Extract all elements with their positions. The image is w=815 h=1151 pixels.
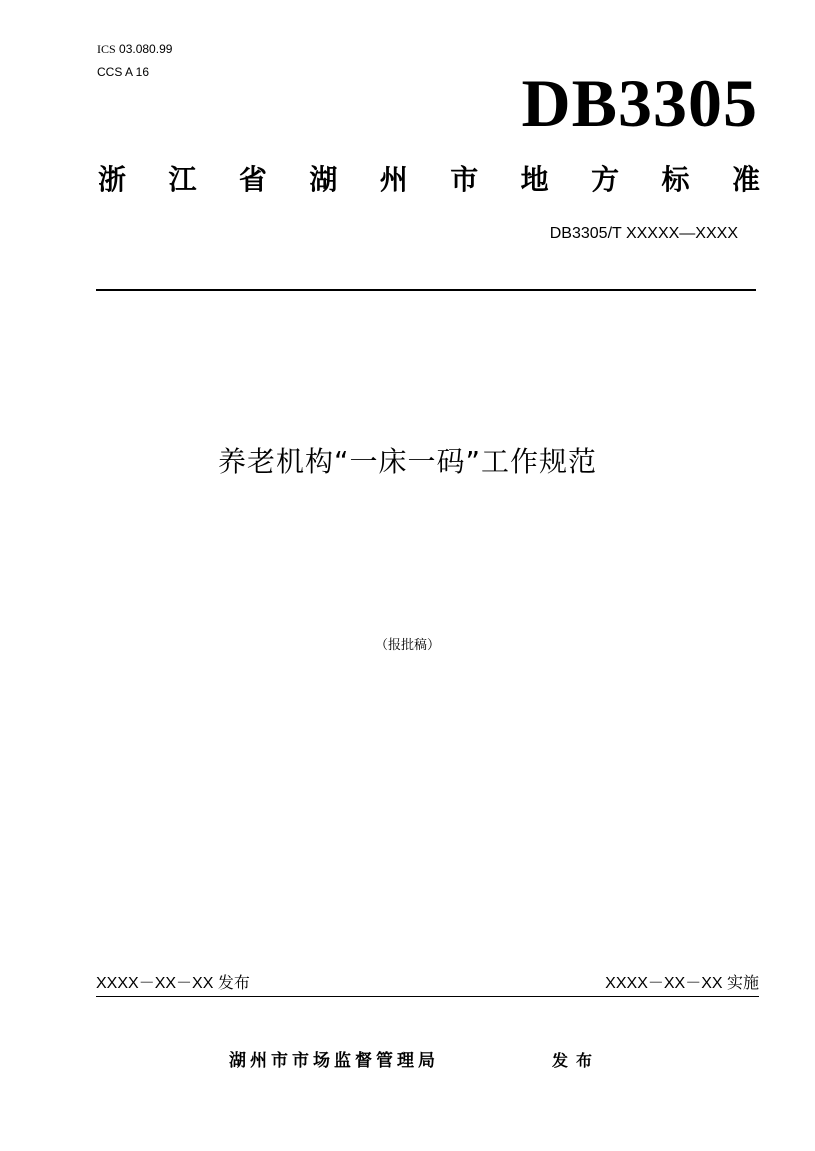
standard-type-heading <box>98 160 760 200</box>
date-line <box>96 974 759 997</box>
standard-type-char: 省 <box>238 163 267 196</box>
issuing-action: 发布 <box>552 1051 601 1070</box>
standard-type-char: 方 <box>591 163 620 196</box>
standard-type-char: 湖 <box>309 163 338 196</box>
standard-type-char: 江 <box>168 163 197 196</box>
issuing-authority: 湖州市市场监督管理局 <box>229 1051 439 1071</box>
ics-prefix: ICS <box>97 42 116 56</box>
implementation-date: XXXX－XX－XX 实施 <box>605 975 759 992</box>
standard-type-char: 准 <box>731 163 760 196</box>
issue-date: XXXX－XX－XX 发布 <box>96 975 250 992</box>
standard-number: DB3305/T XXXXX—XXXX <box>549 225 738 242</box>
draft-status: （报批稿） <box>374 638 440 653</box>
standard-type-char: 市 <box>450 163 479 196</box>
standard-logo: DB3305 <box>521 65 758 141</box>
standard-type-char: 地 <box>520 163 549 196</box>
standard-type-char: 州 <box>379 163 408 196</box>
standard-type-char: 浙 <box>98 163 127 196</box>
header-divider <box>96 289 756 291</box>
ics-code <box>97 42 172 56</box>
ccs-code: CCS A 16 <box>97 65 150 79</box>
standard-type-char: 标 <box>661 163 690 196</box>
document-title: 养老机构“一床一码”工作规范 <box>217 445 597 478</box>
ics-number: 03.080.99 <box>119 42 173 56</box>
